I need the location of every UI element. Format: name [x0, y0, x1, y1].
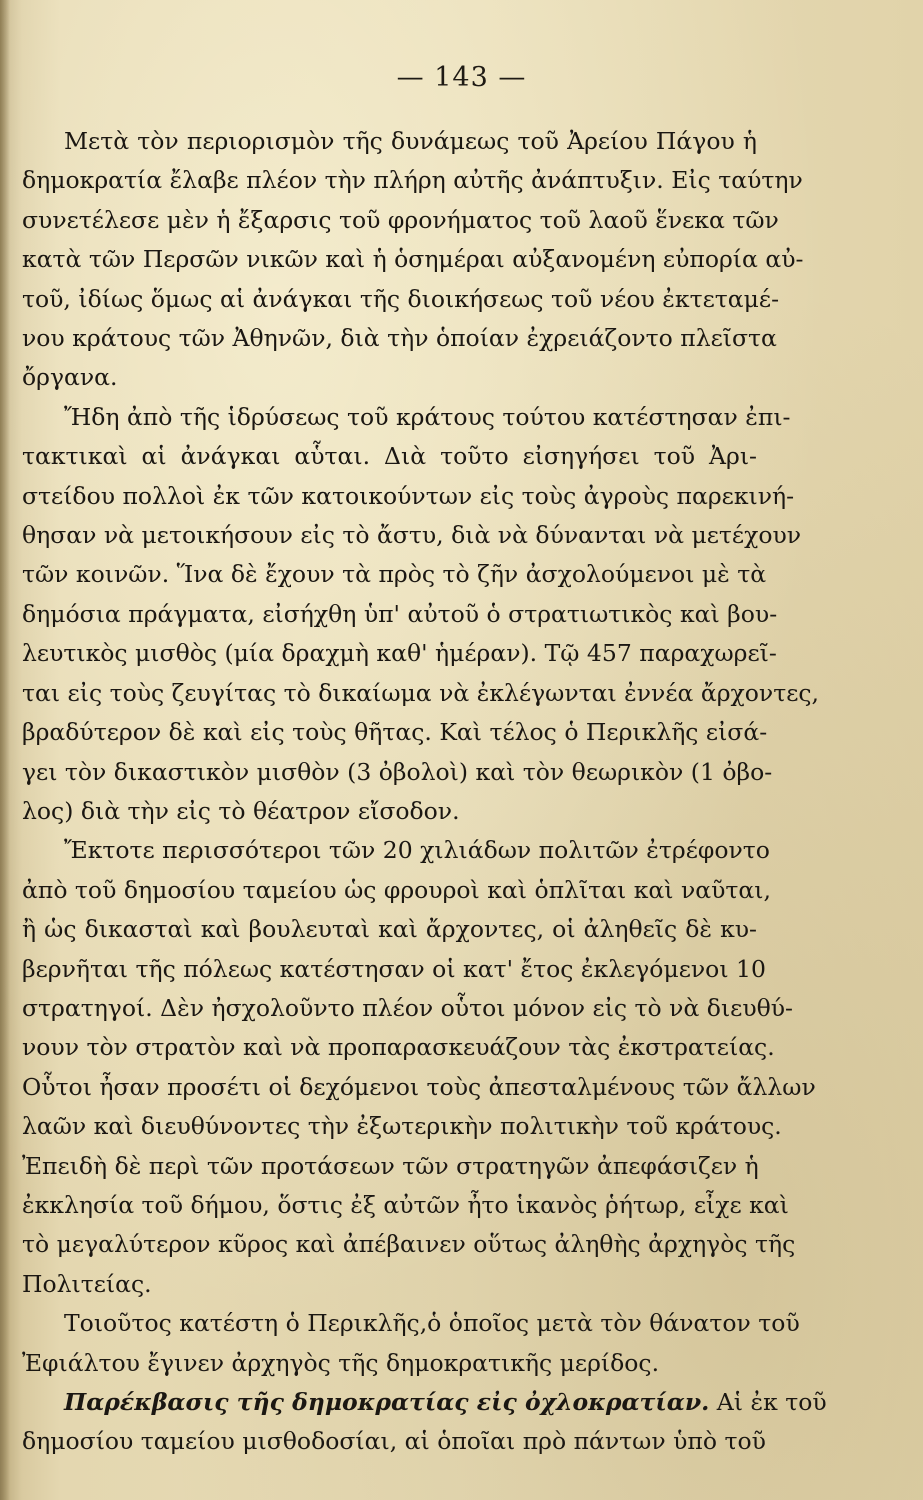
text-line: ται εἰς τοὺς ζευγίτας τὸ δικαίωμα νὰ ἐκλέγωνται ἐννέα ἄρχοντες,	[22, 678, 820, 707]
text-line: συνετέλεσε μὲν ἡ ἔξαρσις τοῦ φρονήματος τοῦ λαοῦ ἕνεκα τῶν	[22, 205, 779, 234]
text-line-tail: Αἱ ἐκ τοῦ	[716, 1388, 827, 1416]
page-binding-edge	[0, 0, 10, 1500]
text-line: τὸ μεγαλύτερον κῦρος καὶ ἀπέβαινεν οὕτως ἀληθὴς ἀρχηγὸς τῆς	[22, 1230, 796, 1259]
text-line: τῶν κοινῶν. Ἵνα δὲ ἔχουν τὰ πρὸς τὸ ζῆν ἀσχολούμενοι μὲ τὰ	[22, 560, 767, 589]
text-line: λαῶν καὶ διευθύνοντες τὴν ἐξωτερικὴν πολιτικὴν τοῦ κράτους.	[22, 1112, 782, 1141]
text-line: βραδύτερον δὲ καὶ εἰς τοὺς θῆτας. Καὶ τέλος ὁ Περικλῆς εἰσά-	[22, 718, 768, 747]
text-line: κατὰ τῶν Περσῶν νικῶν καὶ ἡ ὁσημέραι αὐξανομένη εὐπορία αὐ-	[22, 245, 804, 274]
page-number: — 143 —	[396, 62, 527, 93]
text-line: στείδου πολλοὶ ἐκ τῶν κατοικούντων εἰς τοὺς ἀγροὺς παρεκινή-	[22, 481, 795, 510]
text-line: ἐκκλησία τοῦ δήμου, ὅστις ἐξ αὐτῶν ἦτο ἱκανὸς ῥήτωρ, εἶχε καὶ	[22, 1190, 789, 1219]
text-line: λευτικὸς μισθὸς (μία δραχμὴ καθ' ἡμέραν). Τῷ 457 παραχωρεῖ-	[22, 639, 777, 668]
text-line-with-heading	[22, 1383, 827, 1422]
text-line: λος) διὰ τὴν εἰς τὸ θέατρον εἴσοδον.	[22, 796, 460, 825]
text-line: νουν τὸν στρατὸν καὶ νὰ προπαρασκευάζουν τὰς ἐκστρατείας.	[22, 1033, 775, 1062]
text-line: Ἐπειδὴ δὲ περὶ τῶν προτάσεων τῶν στρατηγῶν ἀπεφάσιζεν ἡ	[22, 1151, 759, 1180]
text-line: νου κράτους τῶν Ἀθηνῶν, διὰ τὴν ὁποίαν ἐχρειάζοντο πλεῖστα	[22, 324, 777, 353]
text-line: στρατηγοί. Δὲν ἠσχολοῦντο πλέον οὗτοι μόνον εἰς τὸ νὰ διευθύ-	[22, 993, 793, 1022]
text-line: τοῦ, ἰδίως ὅμως αἱ ἀνάγκαι τῆς διοικήσεως τοῦ νέου ἐκτεταμέ-	[22, 284, 780, 313]
text-line: δημοκρατία ἔλαβε πλέον τὴν πλήρη αὐτῆς ἀνάπτυξιν. Εἰς ταύτην	[22, 166, 803, 195]
text-line: Μετὰ τὸν περιορισμὸν τῆς δυνάμεως τοῦ Ἀρείου Πάγου ἡ	[64, 127, 757, 155]
section-heading: Παρέκβασις τῆς δημοκρατίας εἰς ὀχλοκρατίαν.	[64, 1388, 710, 1416]
text-line: Ἐφιάλτου ἔγινεν ἀρχηγὸς τῆς δημοκρατικῆς μερίδος.	[22, 1348, 660, 1377]
text-line: ἀπὸ τοῦ δημοσίου ταμείου ὡς φρουροὶ καὶ ὁπλῖται καὶ ναῦται,	[22, 875, 771, 904]
text-line: βερνῆται τῆς πόλεως κατέστησαν οἱ κατ' ἔτος ἐκλεγόμενοι 10	[22, 954, 766, 983]
text-line: Τοιοῦτος κατέστη ὁ Περικλῆς,ὁ ὁποῖος μετὰ τὸν θάνατον τοῦ	[64, 1309, 800, 1338]
text-line: Οὗτοι ἦσαν προσέτι οἱ δεχόμενοι τοὺς ἀπεσταλμένους τῶν ἄλλων	[22, 1072, 816, 1101]
text-line: ἢ ὡς δικασταὶ καὶ βουλευταὶ καὶ ἄρχοντες, οἱ ἀληθεῖς δὲ κυ-	[22, 915, 757, 944]
text-line: ὄργανα.	[22, 363, 118, 392]
text-line: Πολιτείας.	[22, 1269, 152, 1298]
text-line: θησαν νὰ μετοικήσουν εἰς τὸ ἄστυ, διὰ νὰ δύνανται νὰ μετέχουν	[22, 521, 802, 550]
text-line: δημοσίου ταμείου μισθοδοσίαι, αἱ ὁποῖαι πρὸ πάντων ὑπὸ τοῦ	[22, 1427, 766, 1456]
text-line: δημόσια πράγματα, εἰσήχθη ὑπ' αὐτοῦ ὁ στρατιωτικὸς καὶ βου-	[22, 599, 778, 628]
text-line: τακτικαὶ αἱ ἀνάγκαι αὗται. Διὰ τοῦτο εἰσηγήσει τοῦ Ἀρι-	[22, 442, 757, 471]
body-text	[22, 122, 827, 1462]
text-line: Ἔκτοτε περισσότεροι τῶν 20 χιλιάδων πολιτῶν ἐτρέφοντο	[64, 836, 770, 865]
text-line: Ἤδη ἀπὸ τῆς ἱδρύσεως τοῦ κράτους τούτου κατέστησαν ἐπι-	[64, 402, 791, 431]
text-line: γει τὸν δικαστικὸν μισθὸν (3 ὀβολοὶ) καὶ τὸν θεωρικὸν (1 ὀβο-	[22, 757, 773, 786]
